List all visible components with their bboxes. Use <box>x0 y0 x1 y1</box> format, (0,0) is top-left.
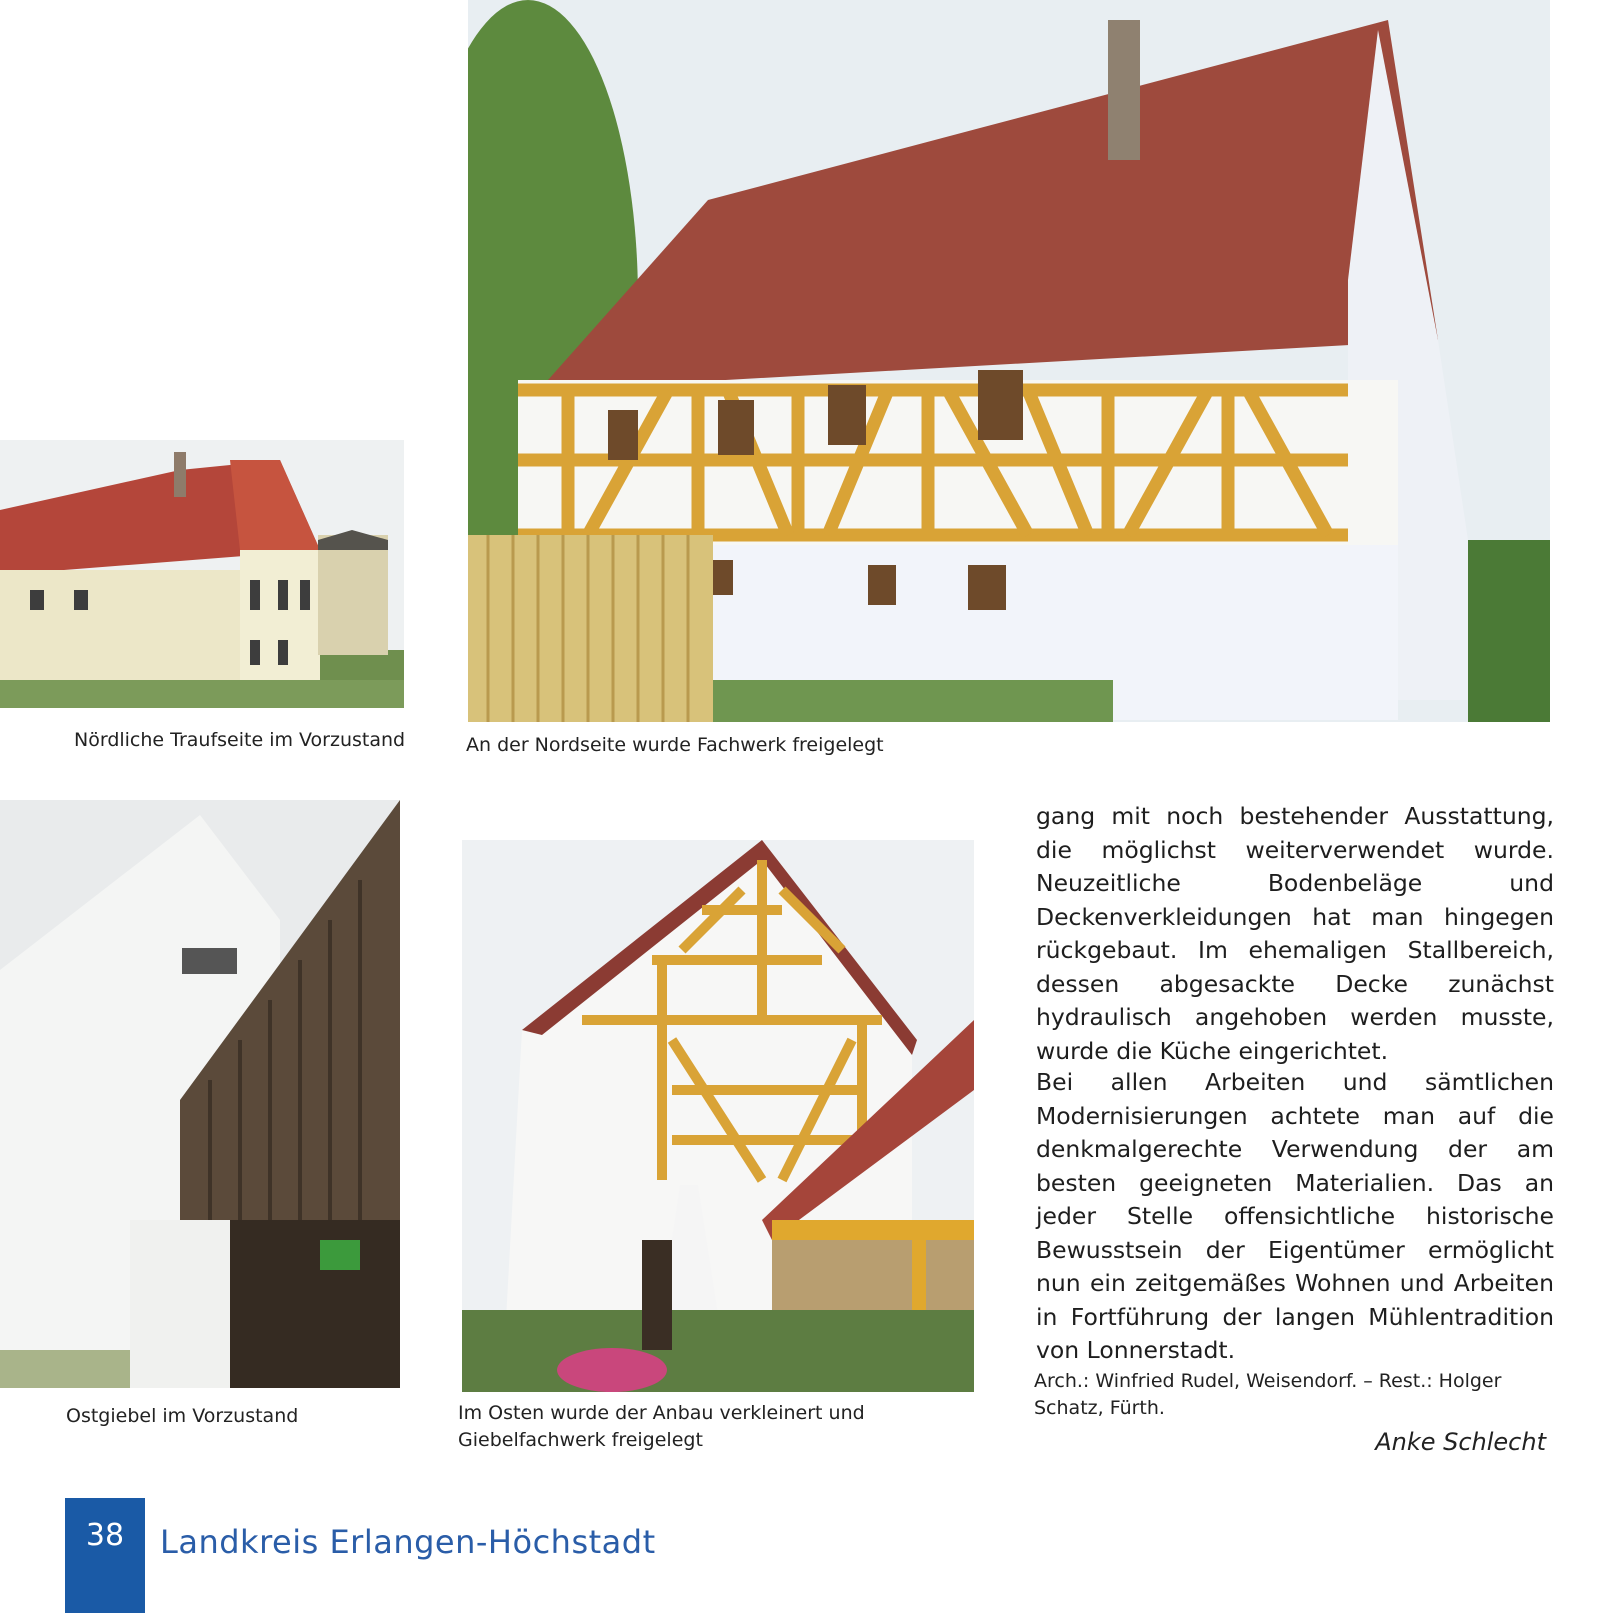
credits: Arch.: Winfried Rudel, Weisendorf. – Rest.: Holger Schatz, Fürth. <box>1034 1370 1502 1419</box>
caption-photo-3: Ostgiebel im Vorzustand <box>66 1405 299 1427</box>
caption-photo-4-line-1: Im Osten wurde der Anbau verkleinert und <box>458 1402 865 1424</box>
photo-north-eaves-before <box>0 440 404 708</box>
caption-photo-4 <box>458 1400 865 1454</box>
photo-north-timber-frame <box>468 0 1550 722</box>
author-name: Anke Schlecht <box>1375 1428 1546 1456</box>
footer-region: Landkreis Erlangen-Höchstadt <box>160 1523 656 1561</box>
photo-east-gable-before <box>0 800 400 1388</box>
body-paragraph-1: gang mit noch bestehender Ausstattung, die möglichst weiterverwendet wurde. Neuzeitliche Bodenbeläge und Deckenverkleidungen hat man hingegen rückgebaut. Im ehemaligen Stallbereich, dessen abgesackte Decke zunächst hydraulisch angehoben werden musste, wurde die Küche eingerichtet. <box>1036 802 1554 1065</box>
caption-photo-4-line-2: Giebelfachwerk freigelegt <box>458 1429 703 1451</box>
page-number-box <box>65 1498 145 1613</box>
page-number: 38 <box>85 1518 125 1553</box>
body-text <box>1036 800 1554 1068</box>
body-paragraph-2: Bei allen Arbeiten und sämtlichen Modernisierungen achtete man auf die denkmalgerechte Verwendung der am besten geeigneten Materialien. Das an jeder Stelle offensichtliche historische Bewusstsein der Eigentümer ermöglicht nun ein zeitgemäßes Wohnen und Arbeiten in Fortführung der langen Mühlentradition von Lonnerstadt. <box>1036 1068 1554 1364</box>
body-text-2 <box>1036 1066 1554 1368</box>
caption-photo-1: Nördliche Traufseite im Vorzustand <box>74 729 406 751</box>
caption-photo-2: An der Nordseite wurde Fachwerk freigelegt <box>466 734 884 756</box>
photo-east-gable-after <box>462 840 974 1392</box>
